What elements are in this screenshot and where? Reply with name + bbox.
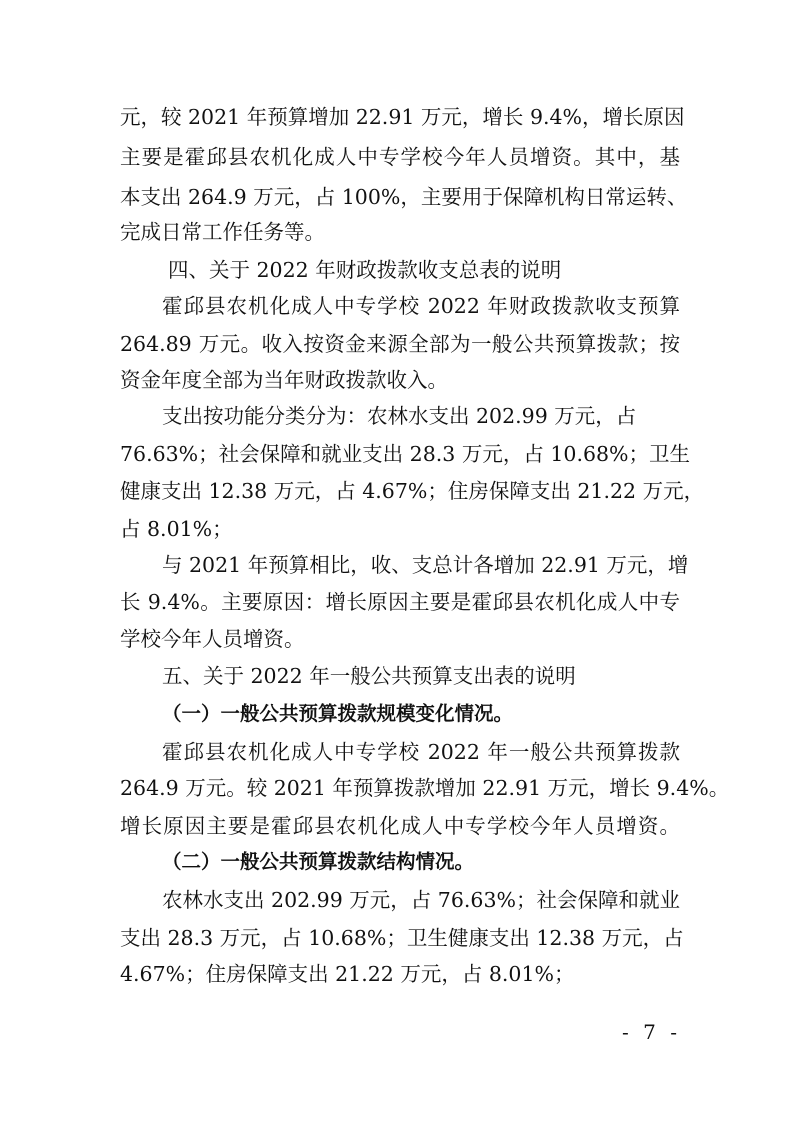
body-line: 长 9.4%。主要原因：增长原因主要是霍邱县农机化成人中专 — [120, 590, 680, 614]
body-line: 元，较 2021 年预算增加 22.91 万元，增长 9.4%，增长原因 — [120, 105, 685, 129]
body-line: 主要是霍邱县农机化成人中专学校今年人员增资。其中，基 — [120, 145, 680, 169]
body-line: 霍邱县农机化成人中专学校 2022 年财政拨款收支预算 — [162, 294, 680, 318]
body-line: 264.89 万元。收入按资金来源全部为一般公共预算拨款；按 — [120, 332, 680, 356]
body-line: 霍邱县农机化成人中专学校 2022 年一般公共预算拨款 — [162, 740, 680, 764]
body-line: 学校今年人员增资。 — [120, 627, 305, 651]
section-heading-4: 四、关于 2022 年财政拨款收支总表的说明 — [168, 258, 562, 282]
body-line: 占 8.01%； — [120, 517, 233, 541]
body-line: 76.63%；社会保障和就业支出 28.3 万元，占 10.68%；卫生 — [120, 442, 691, 466]
section-heading-5: 五、关于 2022 年一般公共预算支出表的说明 — [162, 664, 576, 688]
page-number: - 7 - — [622, 1020, 681, 1044]
body-line: 264.9 万元。较 2021 年预算拨款增加 22.91 万元，增长 9.4%。 — [120, 776, 730, 800]
body-line: 农林水支出 202.99 万元，占 76.63%；社会保障和就业 — [162, 888, 680, 912]
body-line: 支出 28.3 万元，占 10.68%；卫生健康支出 12.38 万元，占 — [120, 926, 684, 950]
body-line: 4.67%；住房保障支出 21.22 万元，占 8.01%； — [120, 962, 575, 986]
body-line: 支出按功能分类分为：农林水支出 202.99 万元，占 — [162, 404, 637, 428]
body-line: 与 2021 年预算相比，收、支总计各增加 22.91 万元，增 — [162, 553, 689, 577]
subsection-heading-1: （一）一般公共预算拨款规模变化情况。 — [162, 702, 514, 725]
body-line: 资金年度全部为当年财政拨款收入。 — [120, 368, 448, 392]
body-line: 增长原因主要是霍邱县农机化成人中专学校今年人员增资。 — [120, 814, 680, 838]
subsection-heading-2: （二）一般公共预算拨款结构情况。 — [162, 850, 475, 873]
body-line: 完成日常工作任务等。 — [120, 220, 325, 244]
body-line: 健康支出 12.38 万元，占 4.67%；住房保障支出 21.22 万元， — [120, 479, 705, 503]
body-line: 本支出 264.9 万元，占 100%，主要用于保障机构日常运转、 — [120, 185, 688, 209]
